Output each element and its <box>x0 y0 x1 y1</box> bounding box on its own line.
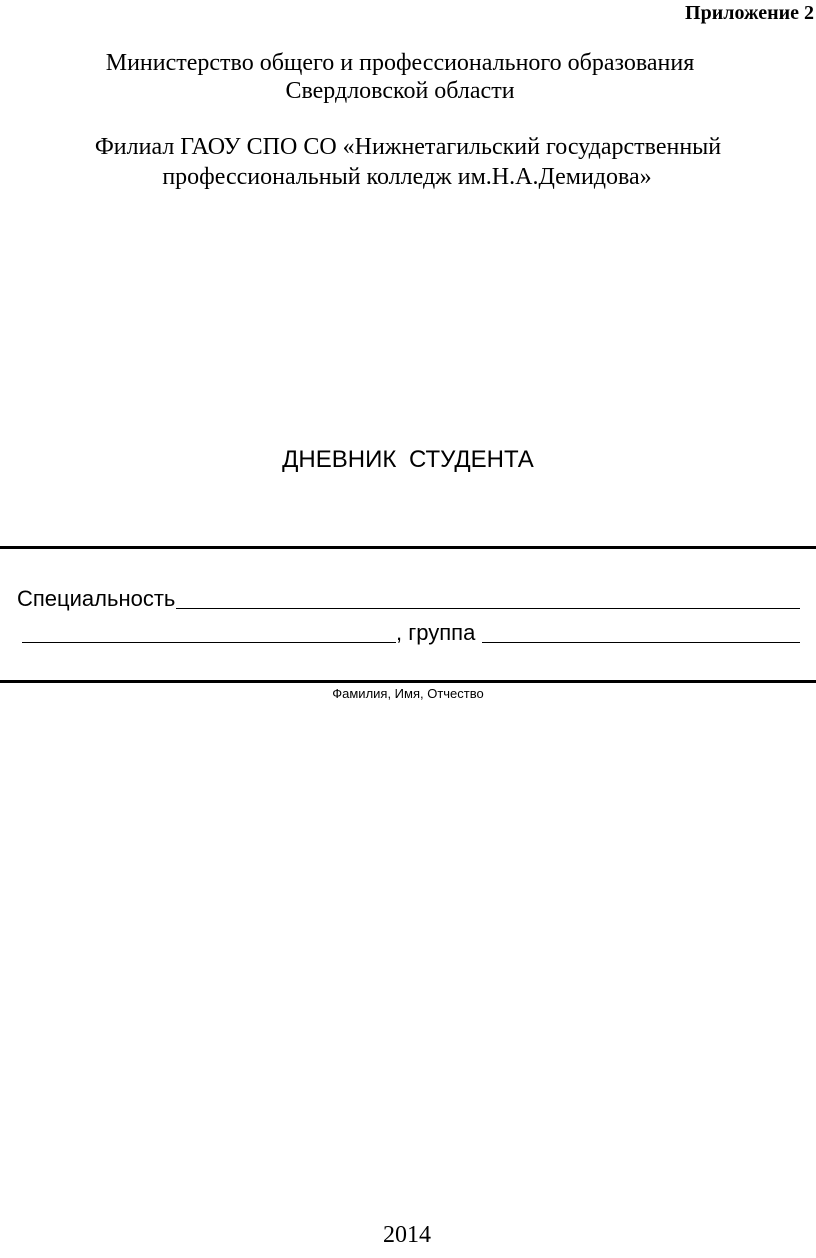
group-label: , группа <box>396 620 476 645</box>
document-year: 2014 <box>383 1222 431 1248</box>
document-title: ДНЕВНИК СТУДЕНТА <box>282 446 534 473</box>
group-blank-field[interactable] <box>482 642 800 643</box>
specialty-label: Специальность <box>17 586 176 611</box>
bottom-divider <box>0 680 816 683</box>
college-name-line-2: профессиональный колледж им.Н.А.Демидова» <box>162 164 652 190</box>
appendix-label: Приложение 2 <box>685 2 814 24</box>
ministry-name-line-2: Свердловской области <box>285 78 515 104</box>
full-name-caption: Фамилия, Имя, Отчество <box>332 686 484 701</box>
ministry-name-line-1: Министерство общего и профессионального образования <box>105 50 695 76</box>
college-name-line-1: Филиал ГАОУ СПО СО «Нижнетагильский государственный <box>94 134 722 160</box>
full-name-blank-field[interactable] <box>22 642 396 643</box>
specialty-blank-field[interactable] <box>176 608 800 609</box>
top-divider <box>0 546 816 549</box>
